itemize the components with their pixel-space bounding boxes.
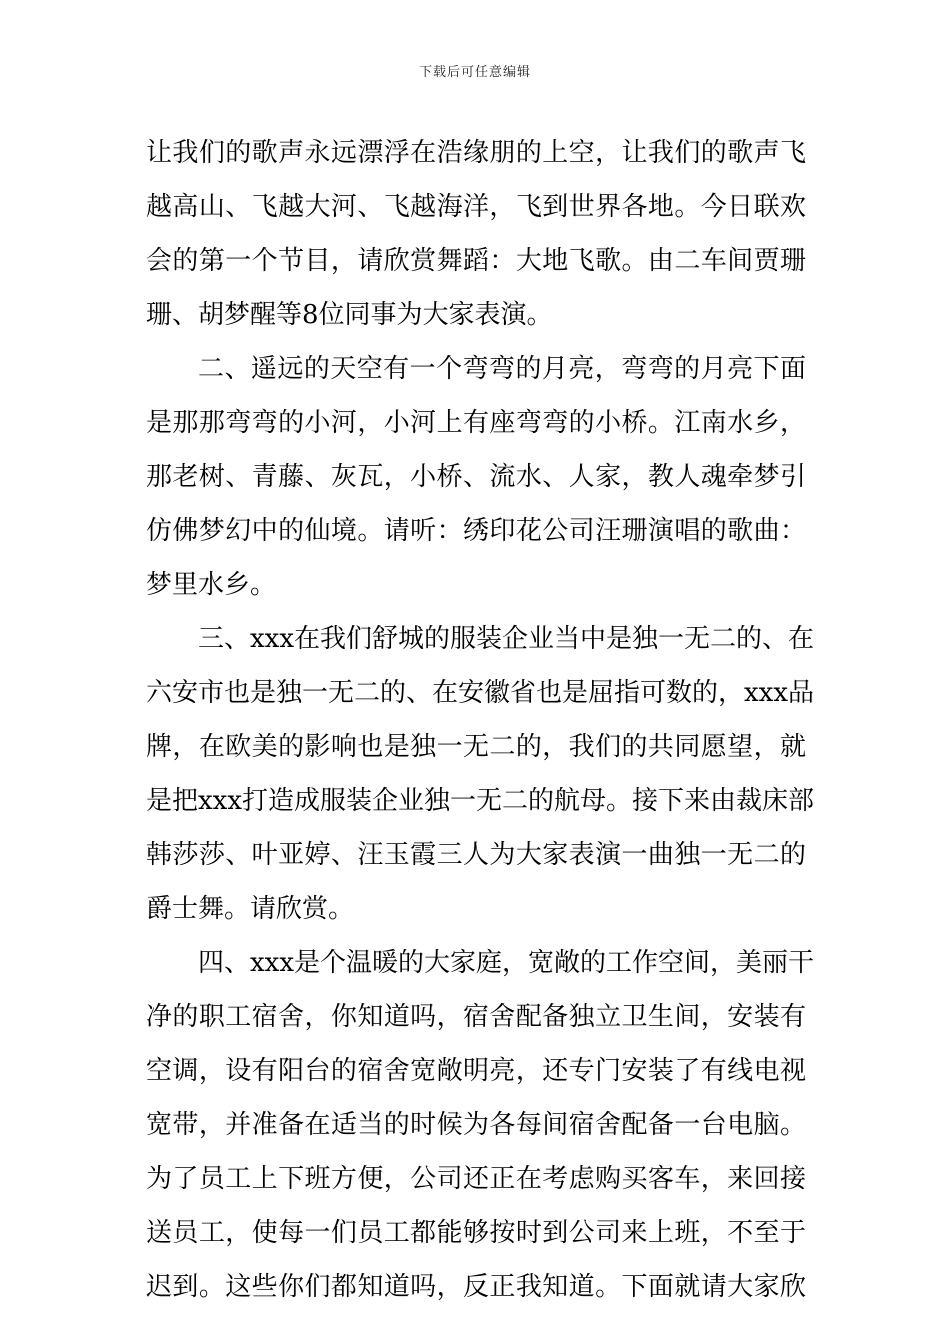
text-line: 宽带，并准备在适当的时候为各每间宿舍配备一台电脑。 (146, 1110, 806, 1140)
document-body (146, 126, 814, 1314)
text-line: 越高山、飞越大河、飞越海洋，飞到世界各地。今日联欢 (146, 192, 806, 222)
paragraph-4 (146, 936, 814, 1314)
text-line: 那老树、青藤、灰瓦，小桥、流水、人家，教人魂牵梦引 (146, 462, 806, 492)
text-line: 空调，设有阳台的宿舍宽敞明亮，还专门安装了有线电视 (146, 1056, 806, 1086)
text-line: 会的第一个节目，请欣赏舞蹈：大地飞歌。由二车间贾珊 (146, 246, 806, 276)
text-line: 牌，在欧美的影响也是独一无二的，我们的共同愿望，就 (146, 732, 806, 762)
text-line: 珊、胡梦醒等8位同事为大家表演。 (146, 300, 553, 330)
paragraph-1 (146, 126, 806, 342)
text-line: 净的职工宿舍，你知道吗，宿舍配备独立卫生间，安装有 (146, 1002, 806, 1032)
text-line: 三、xxx在我们舒城的服装企业当中是独一无二的、在 (198, 624, 814, 654)
text-line: 二、遥远的天空有一个弯弯的月亮，弯弯的月亮下面 (198, 354, 806, 384)
text-line: 仿佛梦幻中的仙境。请听：绣印花公司汪珊演唱的歌曲： (146, 516, 806, 546)
text-line: 迟到。这些你们都知道吗，反正我知道。下面就请大家欣 (146, 1272, 806, 1302)
text-line: 为了员工上下班方便，公司还正在考虑购买客车，来回接 (146, 1164, 806, 1194)
text-line: 梦里水乡。 (146, 570, 277, 600)
text-line: 是把xxx打造成服装企业独一无二的航母。接下来由裁床部 (146, 786, 814, 816)
text-line: 爵士舞。请欣赏。 (146, 894, 355, 924)
text-line: 四、xxx是个温暖的大家庭，宽敞的工作空间，美丽干 (198, 948, 814, 978)
paragraph-2 (146, 342, 806, 612)
page-header: 下载后可任意编辑 (418, 65, 531, 80)
text-line: 韩莎莎、叶亚婷、汪玉霞三人为大家表演一曲独一无二的 (146, 840, 806, 870)
paragraph-3 (146, 612, 814, 936)
text-line: 是那那弯弯的小河，小河上有座弯弯的小桥。江南水乡， (146, 408, 806, 438)
text-line: 让我们的歌声永远漂浮在浩缘朋的上空，让我们的歌声飞 (146, 138, 806, 168)
text-line: 送员工，使每一们员工都能够按时到公司来上班，不至于 (146, 1218, 806, 1248)
text-line: 六安市也是独一无二的、在安徽省也是屈指可数的，xxx品 (146, 678, 814, 708)
